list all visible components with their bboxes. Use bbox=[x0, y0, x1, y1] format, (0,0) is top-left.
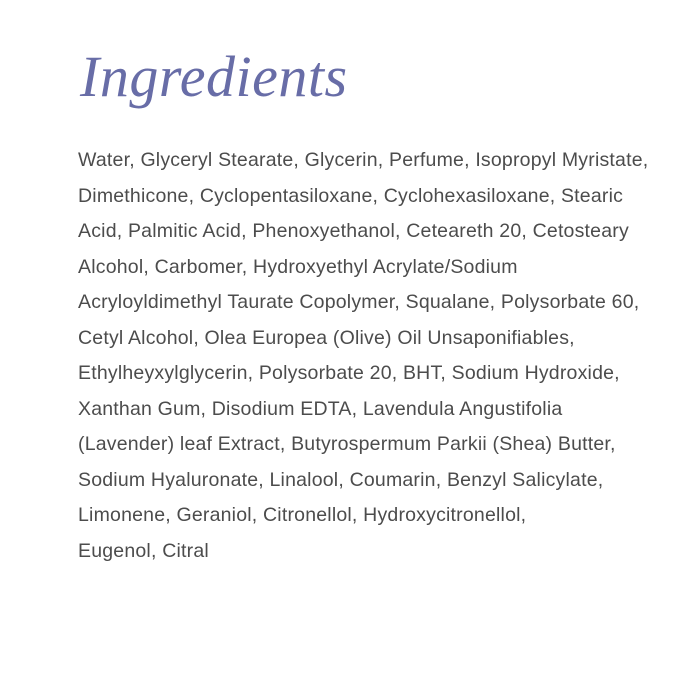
ingredients-line: Acryloyldimethyl Taurate Copolymer, Squalane, Polysorbate 60, bbox=[78, 291, 640, 313]
ingredients-line: Eugenol, Citral bbox=[78, 539, 209, 562]
ingredients-paragraph bbox=[78, 143, 649, 569]
ingredients-line: Cetyl Alcohol, Olea Europea (Olive) Oil Unsaponifiables, bbox=[78, 326, 575, 349]
ingredients-line: Sodium Hyaluronate, Linalool, Coumarin, Benzyl Salicylate, bbox=[78, 468, 604, 491]
ingredients-line: Water, Glyceryl Stearate, Glycerin, Perfume, Isopropyl Myristate, bbox=[78, 149, 649, 171]
ingredients-line: Ethylheyxylglycerin, Polysorbate 20, BHT, Sodium Hydroxide, bbox=[78, 362, 620, 384]
ingredients-line: Xanthan Gum, Disodium EDTA, Lavendula Angustifolia bbox=[78, 397, 563, 420]
ingredients-line: Dimethicone, Cyclopentasiloxane, Cyclohexasiloxane, Stearic bbox=[78, 184, 624, 207]
page-title: Ingredients bbox=[80, 44, 348, 109]
ingredients-line: Limonene, Geraniol, Citronellol, Hydroxycitronellol, bbox=[78, 504, 527, 526]
ingredients-line: Acid, Palmitic Acid, Phenoxyethanol, Ceteareth 20, Cetosteary bbox=[78, 220, 629, 242]
ingredients-line: (Lavender) leaf Extract, Butyrospermum Parkii (Shea) Butter, bbox=[78, 433, 616, 455]
ingredients-line: Alcohol, Carbomer, Hydroxyethyl Acrylate/Sodium bbox=[78, 255, 518, 278]
